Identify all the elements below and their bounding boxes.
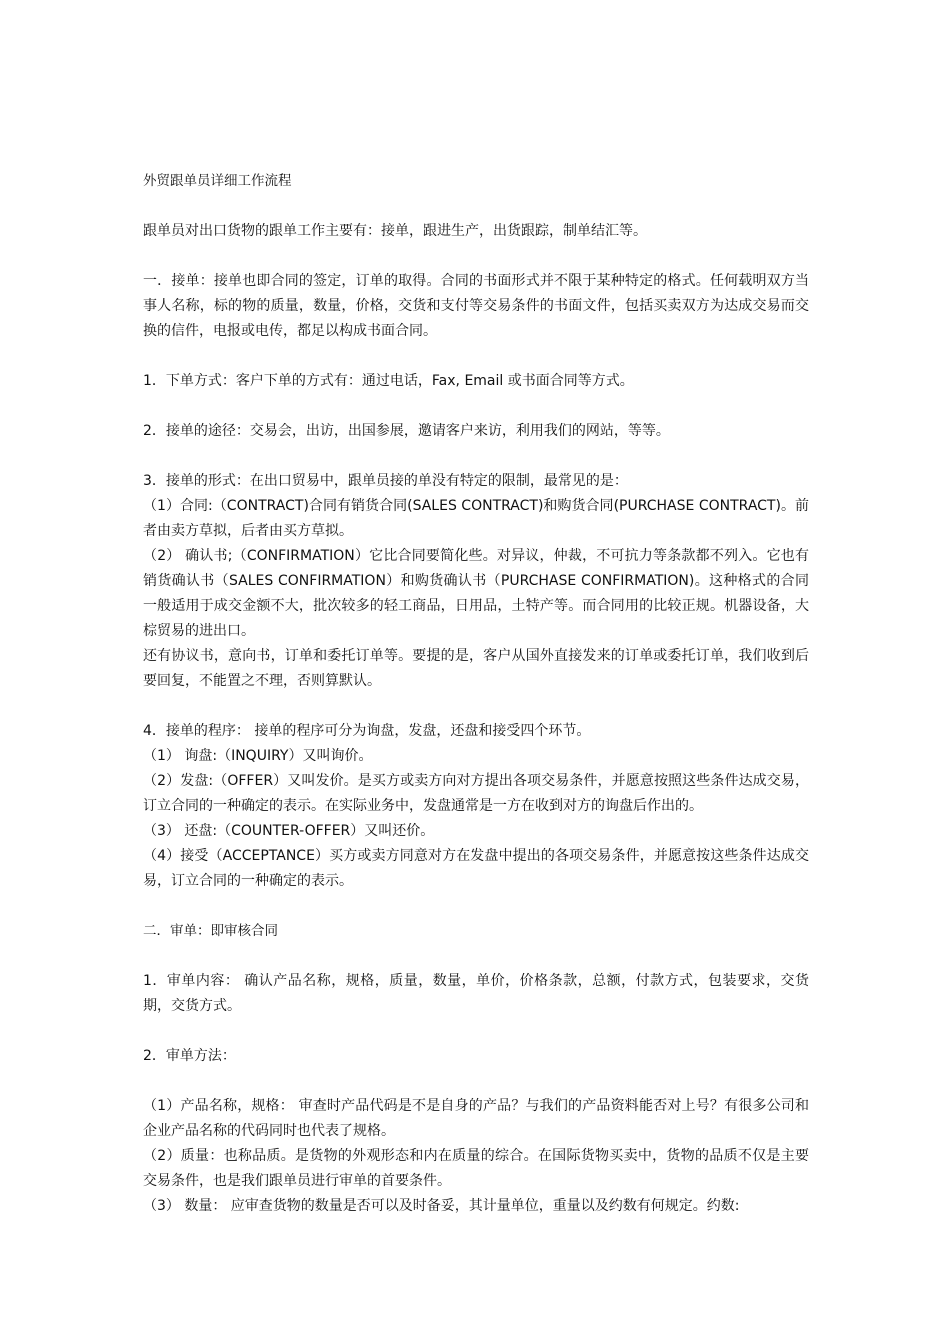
product-name-paragraph: （1）产品名称，规格： 审查时产品代码是不是自身的产品？与我们的产品资料能否对上号？有很多公司和企业产品名称的代码同时也代表了规格。 — [143, 1098, 809, 1139]
review-method-paragraph: 2．审单方法： — [143, 1048, 236, 1064]
review-content-paragraph: 1．审单内容： 确认产品名称，规格，质量，数量，单价，价格条款，总额，付款方式，包装要求，交货期，交货方式。 — [143, 973, 809, 1014]
quality-paragraph: （2）质量：也称品质。是货物的外观形态和内在质量的综合。在国际货物买卖中，货物的品质不仅是主要交易条件，也是我们跟单员进行审单的首要条件。 — [143, 1148, 809, 1189]
spacer — [143, 194, 809, 219]
spacer — [143, 1019, 809, 1044]
order-method-paragraph: 1．下单方式：客户下单的方式有：通过电话，Fax, Email 或书面合同等方式。 — [143, 373, 634, 389]
inquiry-paragraph: （1） 询盘:（INQUIRY）又叫询价。 — [143, 748, 373, 764]
spacer — [143, 944, 809, 969]
spacer — [143, 444, 809, 469]
spacer — [143, 894, 809, 919]
spacer — [143, 694, 809, 719]
spacer — [143, 394, 809, 419]
spacer — [143, 344, 809, 369]
document-page — [143, 169, 809, 1219]
confirmation-paragraph: （2） 确认书;（CONFIRMATION）它比合同要简化些。对异议，仲裁，不可抗力等条款都不列入。它也有销货确认书（SALES CONFIRMATION）和购货确认书（PURCHASE CONFIRMATION)。这种格式的合同一般适用于成交金额不大，批次较多的轻工商品，日用品，土特产等。而合同用的比较正规。机器设备，大棕贸易的进出口。 — [143, 548, 809, 639]
order-procedure-paragraph: 4．接单的程序： 接单的程序可分为询盘，发盘，还盘和接受四个环节。 — [143, 723, 591, 739]
section-1-paragraph: 一．接单：接单也即合同的签定，订单的取得。合同的书面形式并不限于某种特定的格式。任何载明双方当事人名称，标的物的质量，数量，价格，交货和支付等交易条件的书面文件，包括买卖双方为达成交易而交换的信件，电报或电传，都足以构成书面合同。 — [143, 273, 809, 339]
section-2-heading: 二．审单：即审核合同 — [143, 923, 278, 939]
document-title: 外贸跟单员详细工作流程 — [143, 173, 292, 189]
offer-paragraph: （2）发盘:（OFFER）又叫发价。是买方或卖方向对方提出各项交易条件，并愿意按照这些条件达成交易，订立合同的一种确定的表示。在实际业务中，发盘通常是一方在收到对方的询盘后作出的。 — [143, 773, 809, 814]
spacer — [143, 244, 809, 269]
spacer — [143, 1069, 809, 1094]
order-form-paragraph: 3．接单的形式：在出口贸易中，跟单员接的单没有特定的限制，最常见的是： — [143, 473, 628, 489]
order-channel-paragraph: 2．接单的途径：交易会，出访，出国参展，邀请客户来访，利用我们的网站，等等。 — [143, 423, 670, 439]
counter-offer-paragraph: （3） 还盘:（COUNTER-OFFER）又叫还价。 — [143, 823, 435, 839]
other-forms-paragraph: 还有协议书，意向书，订单和委托订单等。要提的是，客户从国外直接发来的订单或委托订单，我们收到后要回复，不能置之不理，否则算默认。 — [143, 648, 809, 689]
acceptance-paragraph: （4）接受（ACCEPTANCE）买方或卖方同意对方在发盘中提出的各项交易条件，并愿意按这些条件达成交易，订立合同的一种确定的表示。 — [143, 848, 809, 889]
contract-paragraph: （1）合同:（CONTRACT)合同有销货合同(SALES CONTRACT)和购货合同(PURCHASE CONTRACT)。前者由卖方草拟，后者由买方草拟。 — [143, 498, 809, 539]
quantity-paragraph: （3） 数量： 应审查货物的数量是否可以及时备妥，其计量单位，重量以及约数有何规定。约数: — [143, 1198, 740, 1214]
intro-paragraph: 跟单员对出口货物的跟单工作主要有：接单，跟进生产，出货跟踪，制单结汇等。 — [143, 223, 647, 239]
